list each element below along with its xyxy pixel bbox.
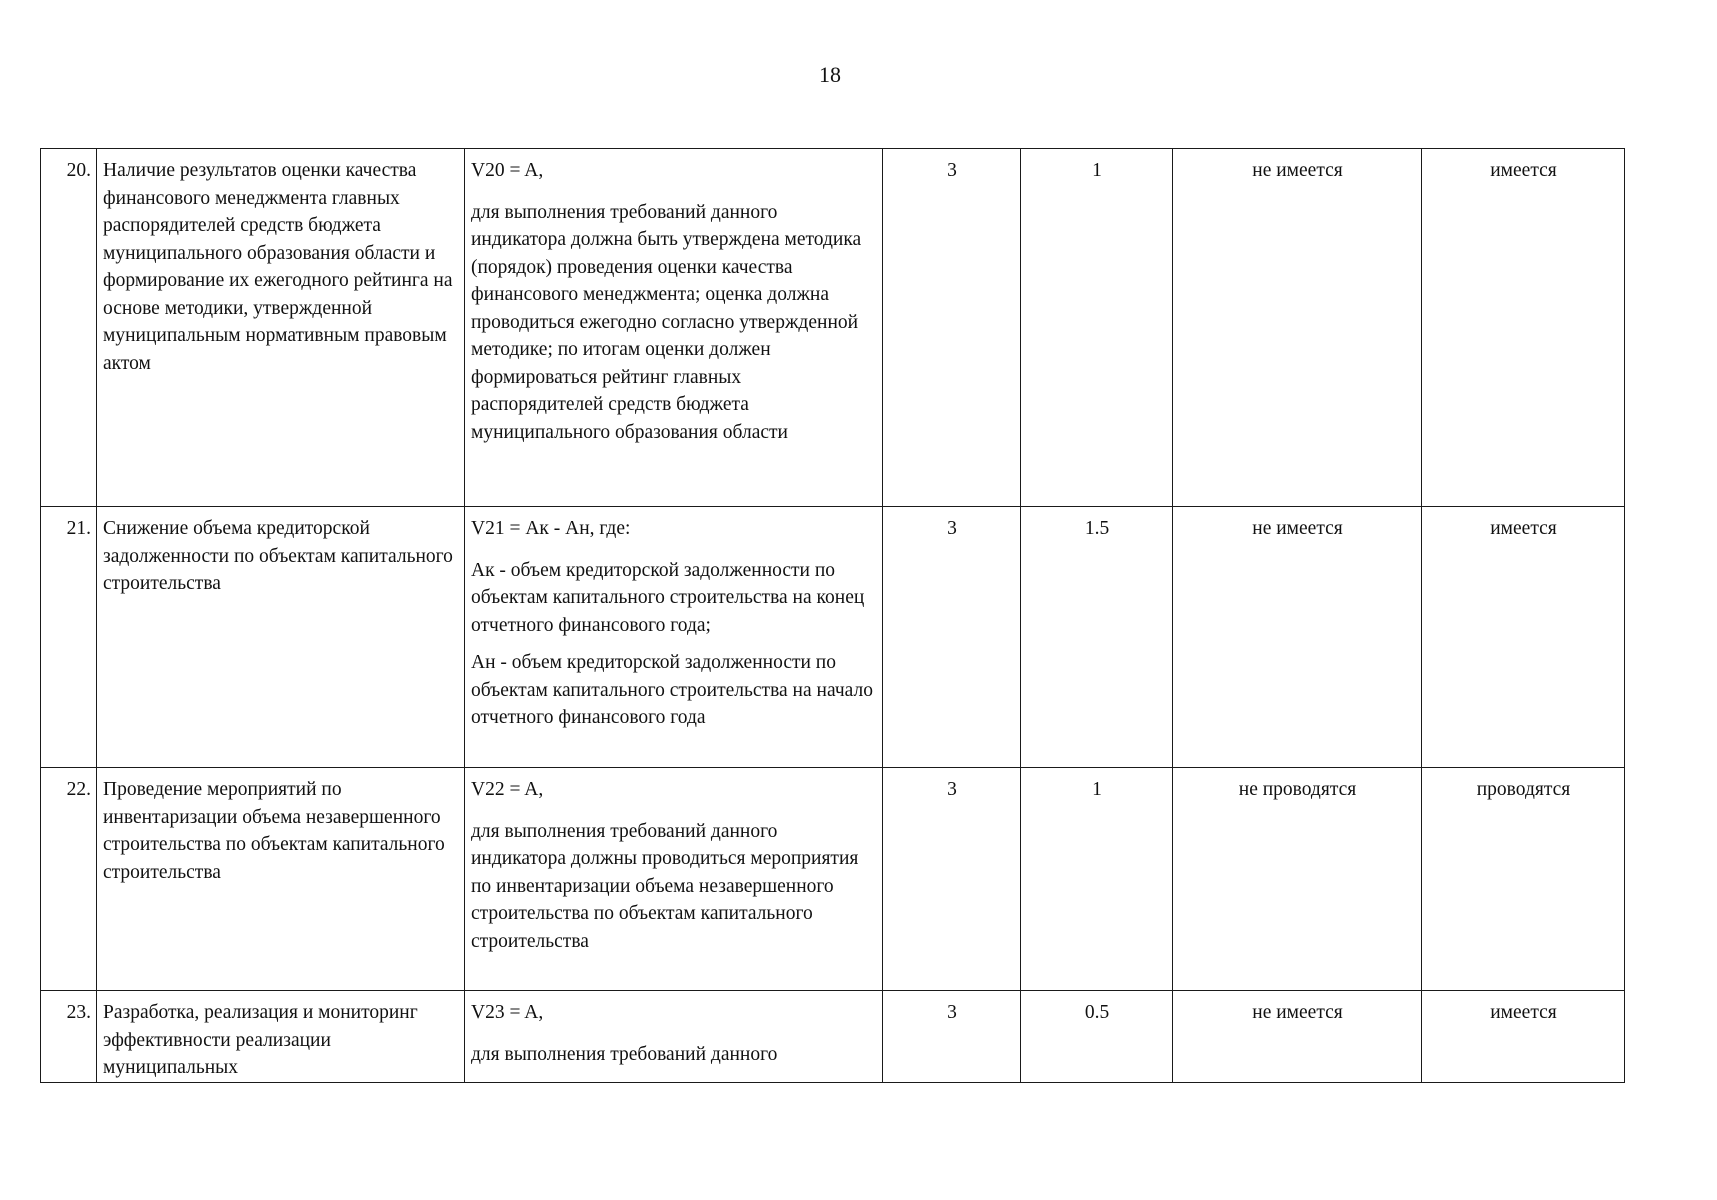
formula-expression: V21 = Ак - Ан, где: <box>471 518 631 539</box>
value-positive: имеется <box>1422 991 1625 1083</box>
formula-description: Ак - объем кредиторской задолженности по объектам капитального строительства на конец отчетного финансового года; <box>471 559 865 636</box>
formula-description: для выполнения требований данного индикатора должна быть утверждена методика (порядок) проведения оценки качества финансового менеджмента; оценка должна проводиться ежегодно согласно утвержденной методике; по итогам оценки должен формироваться рейтинг главных распорядителей средств бюджета муниципального образования области <box>471 201 862 443</box>
indicator-name: Разработка, реализация и мониторинг эффективности реализации муниципальных <box>97 991 465 1083</box>
row-number: 20. <box>41 149 97 507</box>
row-number: 23. <box>41 991 97 1083</box>
formula-description: для выполнения требований данного <box>471 1043 778 1065</box>
table-row <box>41 149 1625 507</box>
indicator-formula <box>465 991 883 1083</box>
indicator-formula <box>465 768 883 991</box>
formula-expression: V22 = A, <box>471 779 544 800</box>
formula-expression: V23 = A, <box>471 1002 544 1023</box>
value-negative: не имеется <box>1173 991 1422 1083</box>
formula-description: Ан - объем кредиторской задолженности по объектам капитального строительства на начало отчетного финансового года <box>471 652 873 728</box>
value-positive: имеется <box>1422 507 1625 768</box>
value-positive: имеется <box>1422 149 1625 507</box>
indicator-formula <box>465 149 883 507</box>
value-negative: не проводятся <box>1173 768 1422 991</box>
formula-expression: V20 = A, <box>471 160 544 181</box>
indicator-name: Проведение мероприятий по инвентаризации объема незавершенного строительства по объектам капитального строительства <box>97 768 465 991</box>
indicator-weight: 1 <box>1021 149 1173 507</box>
indicators-table <box>40 148 1625 1083</box>
indicator-formula <box>465 507 883 768</box>
row-number: 21. <box>41 507 97 768</box>
indicator-weight: 1.5 <box>1021 507 1173 768</box>
indicator-score: 3 <box>883 991 1021 1083</box>
value-negative: не имеется <box>1173 149 1422 507</box>
value-positive: проводятся <box>1422 768 1625 991</box>
indicator-name: Наличие результатов оценки качества финансового менеджмента главных распорядителей средств бюджета муниципального образования области и формирование их ежегодного рейтинга на основе методики, утвержденной муниципальным нормативным правовым актом <box>97 149 465 507</box>
page-number: 18 <box>819 62 841 87</box>
indicator-score: 3 <box>883 507 1021 768</box>
indicator-weight: 0.5 <box>1021 991 1173 1083</box>
row-number: 22. <box>41 768 97 991</box>
indicator-weight: 1 <box>1021 768 1173 991</box>
table-row <box>41 768 1625 991</box>
table-row <box>41 991 1625 1083</box>
formula-description: для выполнения требований данного индикатора должны проводиться мероприятия по инвентаризации объема незавершенного строительства по объектам капитального строительства <box>471 820 859 952</box>
value-negative: не имеется <box>1173 507 1422 768</box>
indicator-score: 3 <box>883 149 1021 507</box>
indicator-score: 3 <box>883 768 1021 991</box>
table-row <box>41 507 1625 768</box>
indicator-name: Снижение объема кредиторской задолженности по объектам капитального строительства <box>97 507 465 768</box>
